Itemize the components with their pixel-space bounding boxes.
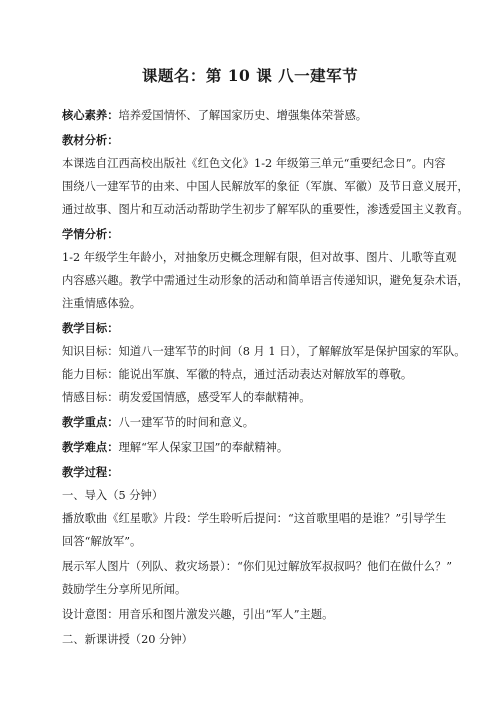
page-title: 课题名：第 10 课 八一建军节 (141, 66, 359, 85)
key-point-text: 八一建军节的时间和意义。 (118, 416, 255, 429)
objectives-heading: 教学目标： (62, 321, 119, 335)
material-analysis-line: 围绕八一建军节的由来、中国人民解放军的象征（军旗、军徽）及节日意义展开， (62, 180, 469, 193)
section-heading-intro: 一、导入（5 分钟） (62, 489, 164, 502)
difficulty-label: 教学难点： (62, 440, 119, 454)
objective-ability: 能力目标：能说出军旗、军徽的特点，通过活动表达对解放军的尊敬。 (62, 368, 413, 381)
material-analysis-line: 通过故事、图片和互动活动帮助学生初步了解军队的重要性，渗透爱国主义教育。 (62, 203, 469, 216)
difficulty (62, 436, 438, 459)
core-literacy-text: 培养爱国情怀、了解国家历史、增强集体荣誉感。 (118, 109, 368, 122)
core-literacy (62, 104, 438, 127)
core-literacy-label: 核心素养： (62, 108, 119, 122)
student-analysis-line: 内容感兴趣。教学中需通过生动形象的活动和简单语言传递知识，避免复杂术语， (62, 274, 469, 287)
process-heading: 教学过程： (62, 465, 119, 479)
process-paragraph-line: 回答“解放军”。 (62, 535, 142, 548)
process-paragraph-line: 鼓励学生分享所见所闻。 (62, 583, 187, 596)
student-analysis-heading: 学情分析： (62, 227, 119, 241)
process-paragraph-line: 展示军人图片（列队、救灾场景）：“你们见过解放军叔叔吗？他们在做什么？” (62, 560, 452, 573)
material-analysis-heading: 教材分析： (62, 133, 119, 147)
process-paragraph-line: 播放歌曲《红星歌》片段：学生聆听后提问：“这首歌里唱的是谁？”引导学生 (62, 512, 447, 525)
material-analysis-body (62, 152, 469, 221)
key-point (62, 411, 438, 434)
difficulty-text: 理解“军人保家卫国”的奉献精神。 (118, 441, 289, 454)
section-heading-new-lesson: 二、新课讲授（20 分钟） (62, 633, 193, 646)
key-point-label: 教学重点： (62, 415, 119, 429)
student-analysis-body (62, 246, 469, 315)
objective-knowledge: 知识目标：知道八一建军节的时间（8 月 1 日），了解解放军是保护国家的军队。 (62, 345, 466, 358)
material-analysis-line: 本课选自江西高校出版社《红色文化》1-2 年级第三单元“重要纪念日”。内容 (62, 157, 446, 170)
student-analysis-line: 注重情感体验。 (62, 297, 142, 310)
student-analysis-line: 1-2 年级学生年龄小，对抽象历史概念理解有限，但对故事、图片、儿歌等直观 (62, 251, 457, 264)
design-intent: 设计意图：用音乐和图片激发兴趣，引出“军人”主题。 (62, 608, 334, 621)
objective-emotion: 情感目标：萌发爱国情感，感受军人的奉献精神。 (62, 391, 311, 404)
